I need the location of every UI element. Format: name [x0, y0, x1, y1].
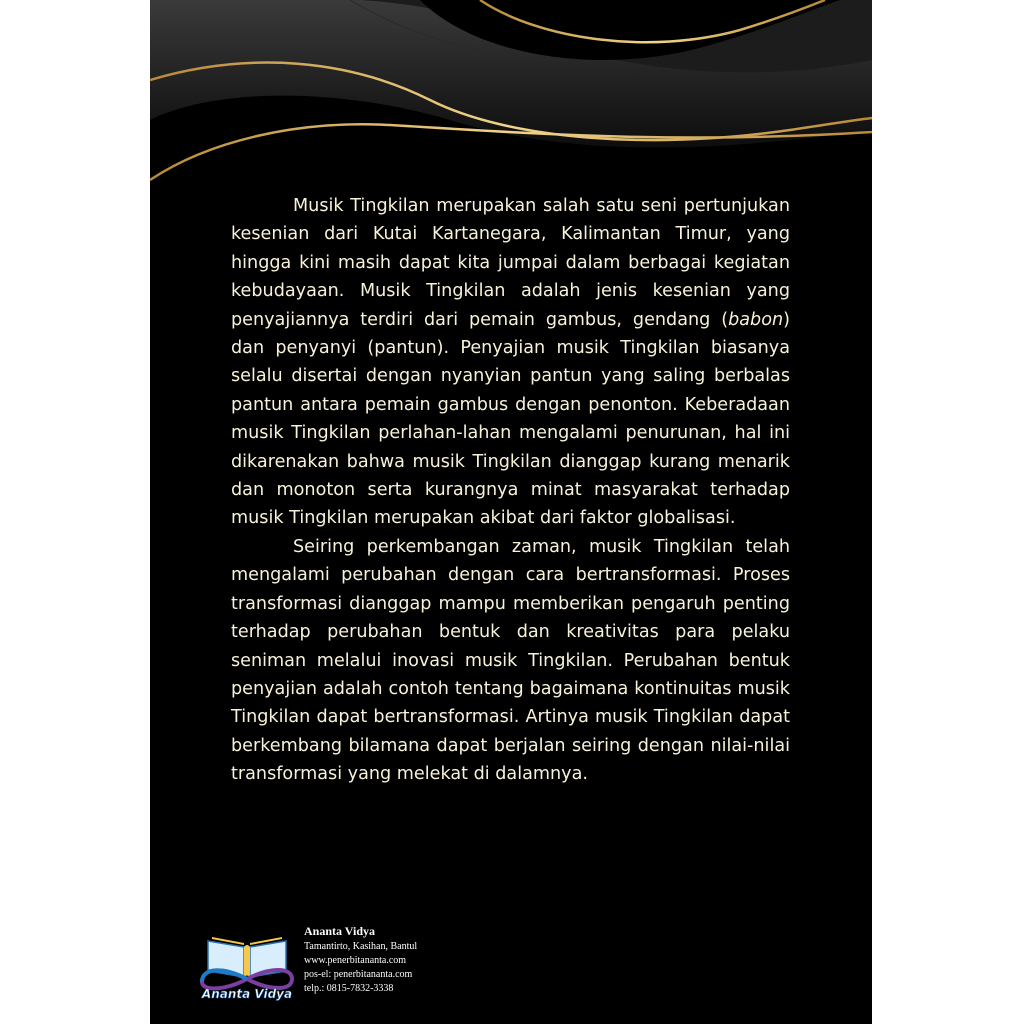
- publisher-block: [194, 922, 494, 1002]
- publisher-name: Ananta Vidya: [304, 924, 376, 938]
- publisher-logo: [194, 927, 300, 1001]
- back-cover: [150, 0, 872, 1024]
- blurb-paragraph-1-end: ) dan penyanyi (pantun). Penyajian musik Tingkilan biasanya selalu disertai dengan nyanyian pantun yang saling berbalas pantun antara pemain gambus dengan penonton. Keberadaan musik Tingkilan perlahan-lahan mengalami penurunan, hal ini dikarenakan bahwa musik Tingkilan dianggap kurang menarik dan monoton serta kurangnya minat masyarakat terhadap musik Tingkilan merupakan akibat dari faktor globalisasi.: [231, 309, 790, 529]
- blurb-italic-term: babon: [728, 309, 784, 330]
- publisher-phone: telp.: 0815-7832-3338: [304, 983, 394, 994]
- blurb-paragraph-2: Seiring perkembangan zaman, musik Tingkilan telah mengalami perubahan dengan cara bertransformasi. Proses transformasi dianggap mampu memberikan pengaruh penting terhadap perubahan bentuk dan kreativitas para pelaku seniman melalui inovasi musik Tingkilan. Perubahan bentuk penyajian adalah contoh tentang bagaimana kontinuitas musik Tingkilan dapat bertransformasi. Artinya musik Tingkilan dapat berkembang bilamana dapat berjalan seiring dengan nilai-nilai transformasi yang melekat di dalamnya.: [231, 536, 790, 785]
- publisher-website: www.penerbitananta.com: [304, 955, 407, 966]
- blurb-text: [231, 192, 790, 789]
- gold-swirl-decoration: [150, 0, 872, 200]
- logo-wordmark: Ananta Vidya: [201, 987, 293, 1001]
- publisher-email: pos-el: penerbitananta.com: [304, 969, 413, 980]
- publisher-address: Tamantirto, Kasihan, Bantul: [304, 941, 418, 952]
- blurb-paragraph-1: [231, 192, 790, 533]
- blurb-paragraph-1-start: Musik Tingkilan merupakan salah satu seni pertunjukan kesenian dari Kutai Kartanegara, Kalimantan Timur, yang hingga kini masih dapat kita jumpai dalam berbagai kegiatan kebudayaan. Musik Tingkilan adalah jenis kesenian yang penyajiannya terdiri dari pemain gambus, gendang (: [231, 196, 790, 330]
- publisher-info: [304, 922, 417, 996]
